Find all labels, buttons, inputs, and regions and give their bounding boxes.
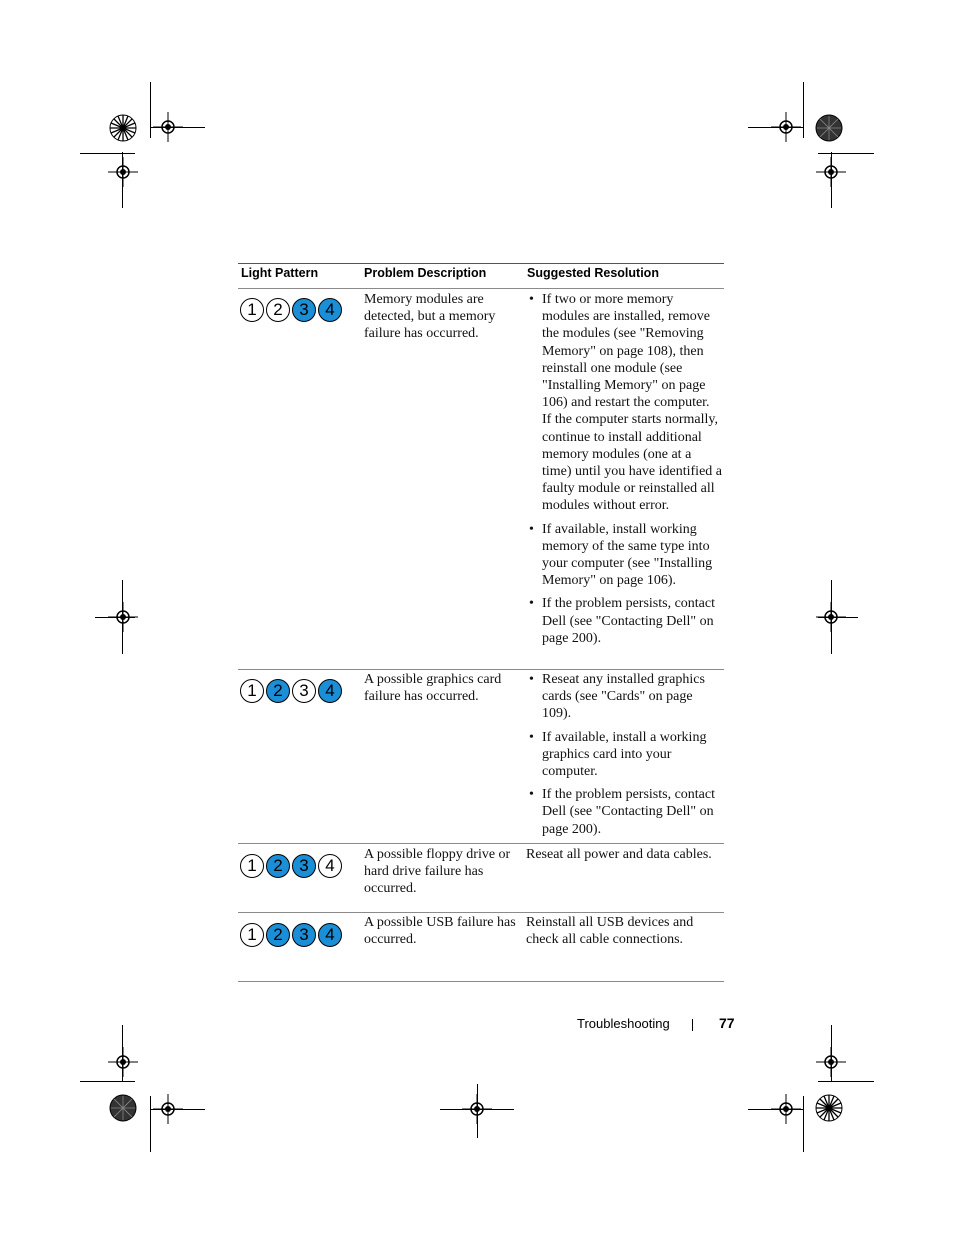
diagnostic-light-4: 4 xyxy=(318,923,342,947)
diagnostic-light-2: 2 xyxy=(266,854,290,878)
resolution-item: • If available, install a working graphics card into your computer. xyxy=(526,729,722,781)
resolution-item: • If available, install working memory of the same type into your computer (see "Installing Memory" on page 106). xyxy=(526,521,722,590)
resolution-item: • If two or more memory modules are installed, remove the modules (see "Removing Memory" on page 108), then reinstall one module (see "Installing Memory" on page 106) and restart the computer. If the computer starts normally, continue to install additional memory modules (one at a time) until you have identified a faulty module or reinstalled all modules without error. xyxy=(526,291,722,515)
diagnostic-light-1: 1 xyxy=(240,854,264,878)
diagnostic-light-4: 4 xyxy=(318,298,342,322)
suggested-resolution: Reseat all power and data cables. xyxy=(526,847,712,862)
suggested-resolution: Reinstall all USB devices and check all cable connections. xyxy=(526,915,694,948)
crop-line xyxy=(150,1109,205,1110)
footer-section-title: Troubleshooting xyxy=(577,1016,670,1031)
crop-line xyxy=(95,617,135,618)
light-pattern xyxy=(240,923,342,947)
registration-starburst-top-left xyxy=(109,114,137,142)
crop-line xyxy=(831,1025,832,1081)
diagnostic-light-2: 2 xyxy=(266,679,290,703)
problem-description: Memory modules are detected, but a memory failure has occurred. xyxy=(364,292,496,342)
crop-line xyxy=(122,1025,123,1081)
registration-starburst-top-right xyxy=(815,114,843,142)
crop-line xyxy=(150,127,205,128)
diagnostic-light-3: 3 xyxy=(292,679,316,703)
light-pattern xyxy=(240,298,342,322)
page-number: 77 xyxy=(719,1015,735,1031)
table-row xyxy=(238,913,724,981)
problem-description: A possible floppy drive or hard drive failure has occurred. xyxy=(364,847,511,897)
diagnostic-light-1: 1 xyxy=(240,298,264,322)
resolution-item: • If the problem persists, contact Dell (see "Contacting Dell" on page 200). xyxy=(526,595,722,647)
crop-line xyxy=(748,127,803,128)
table-row xyxy=(238,289,724,669)
header-suggested-resolution: Suggested Resolution xyxy=(527,266,659,280)
header-problem-description: Problem Description xyxy=(364,266,487,280)
crop-line xyxy=(150,82,151,138)
crop-line xyxy=(818,153,874,154)
crop-line xyxy=(80,1081,135,1082)
diagnostic-light-3: 3 xyxy=(292,923,316,947)
table-bottom-rule xyxy=(238,981,724,982)
crop-line xyxy=(150,1096,151,1152)
diagnostic-light-3: 3 xyxy=(292,298,316,322)
registration-starburst-bottom-left xyxy=(109,1094,137,1122)
crop-line xyxy=(80,153,135,154)
crop-line xyxy=(122,152,123,208)
crop-line xyxy=(477,1084,478,1138)
crop-line xyxy=(803,1096,804,1152)
crosshair-target xyxy=(108,157,138,187)
crop-line xyxy=(818,1081,874,1082)
diagnostic-light-4: 4 xyxy=(318,854,342,878)
suggested-resolution xyxy=(526,291,722,653)
table-row xyxy=(238,670,724,843)
light-pattern xyxy=(240,854,342,878)
problem-description: A possible graphics card failure has occurred. xyxy=(364,672,502,705)
diagnostic-light-2: 2 xyxy=(266,923,290,947)
diagnostic-light-1: 1 xyxy=(240,679,264,703)
diagnostic-light-4: 4 xyxy=(318,679,342,703)
crop-line xyxy=(818,617,858,618)
registration-starburst-bottom-right xyxy=(815,1094,843,1122)
resolution-item: • If the problem persists, contact Dell (see "Contacting Dell" on page 200). xyxy=(526,786,722,838)
light-pattern xyxy=(240,679,342,703)
table-row xyxy=(238,844,724,912)
diagnostic-light-1: 1 xyxy=(240,923,264,947)
crop-line xyxy=(831,152,832,208)
diagnostic-light-3: 3 xyxy=(292,854,316,878)
crop-line xyxy=(748,1109,803,1110)
suggested-resolution xyxy=(526,671,722,844)
crosshair-target xyxy=(108,1047,138,1077)
footer-separator xyxy=(692,1019,693,1031)
crop-line xyxy=(803,82,804,138)
problem-description: A possible USB failure has occurred. xyxy=(364,915,516,948)
header-light-pattern: Light Pattern xyxy=(241,266,319,280)
diagnostic-light-2: 2 xyxy=(266,298,290,322)
table-top-rule xyxy=(238,263,724,264)
resolution-item: • Reseat any installed graphics cards (see "Cards" on page 109). xyxy=(526,671,722,723)
